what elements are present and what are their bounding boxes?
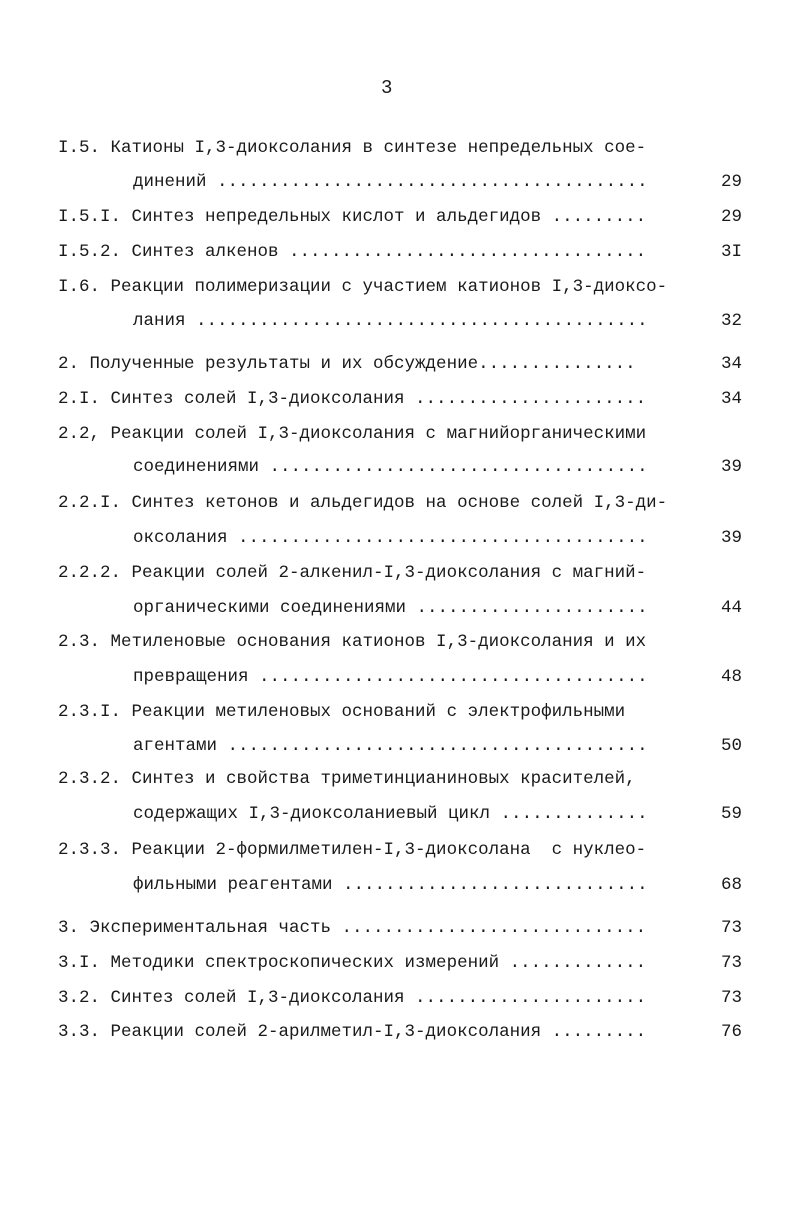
toc-entry-text: органическими соединениями ...................... — [133, 598, 648, 618]
toc-entry-text: 2.3.2. Синтез и свойства триметинцианиновых красителей, — [58, 769, 636, 789]
toc-entry-text: 2.I. Синтез солей I,3-диоксолания ...................... — [58, 389, 647, 409]
toc-entry-page: 34 — [720, 354, 742, 374]
toc-entry-text: соединениями .................................... — [133, 457, 648, 477]
toc-entry-page: 32 — [720, 311, 742, 331]
toc-entry-text: 3.2. Синтез солей I,3-диоксолания ...................... — [58, 988, 647, 1008]
toc-entry-page: 3I — [720, 242, 742, 262]
toc-entry-page: 48 — [720, 667, 742, 687]
toc-entry-page: 44 — [720, 598, 742, 618]
toc-entry-text: I.5.I. Синтез непредельных кислот и альдегидов ......... — [58, 207, 647, 227]
page-number: 3 — [381, 77, 393, 99]
toc-entry-text: 3.3. Реакции солей 2-арилметил-I,3-диоксолания ......... — [58, 1022, 647, 1042]
toc-entry-page: 76 — [720, 1022, 742, 1042]
toc-entry-page: 29 — [720, 207, 742, 227]
toc-entry-text: оксолания ....................................... — [133, 528, 648, 548]
toc-entry-text: агентами ........................................ — [133, 736, 648, 756]
toc-entry-page: 39 — [720, 528, 742, 548]
toc-entry-text: 3.I. Методики спектроскопических измерений ............. — [58, 953, 647, 973]
toc-entry-text: фильными реагентами ............................. — [133, 875, 648, 895]
toc-entry-page: 50 — [720, 736, 742, 756]
toc-entry-text: содержащих I,3-диоксоланиевый цикл .............. — [133, 804, 648, 824]
toc-entry-page: 29 — [720, 172, 742, 192]
toc-entry-text: динений ......................................... — [133, 172, 648, 192]
toc-entry-text: 2.3.3. Реакции 2-формилметилен-I,3-диоксолана с нуклео- — [58, 840, 647, 860]
toc-entry-page: 39 — [720, 457, 742, 477]
toc-entry-text: I.5.2. Синтез алкенов .................................. — [58, 242, 647, 262]
toc-entry-text: 2.3.I. Реакции метиленовых оснований с электрофильными — [58, 702, 626, 722]
toc-entry-text: 2.2, Реакции солей I,3-диоксолания с магнийорганическими — [58, 424, 647, 444]
toc-entry-text: превращения ..................................... — [133, 667, 648, 687]
toc-entry-page: 68 — [720, 875, 742, 895]
toc-entry-text: лания ........................................... — [133, 311, 648, 331]
toc-entry-page: 59 — [720, 804, 742, 824]
toc-entry-text: 2.2.2. Реакции солей 2-алкенил-I,3-диоксолания с магний- — [58, 563, 647, 583]
toc-entry-page: 34 — [720, 389, 742, 409]
toc-entry-page: 73 — [720, 918, 742, 938]
toc-entry-page: 73 — [720, 953, 742, 973]
toc-entry-text: 2.3. Метиленовые основания катионов I,3-диоксолания и их — [58, 632, 647, 652]
toc-entry-text: 2.2.I. Синтез кетонов и альдегидов на основе солей I,3-ди- — [58, 493, 668, 513]
toc-entry-text: I.5. Катионы I,3-диоксолания в синтезе непредельных сое- — [58, 138, 647, 158]
toc-entry-text: 3. Экспериментальная часть ............................. — [58, 918, 647, 938]
toc-entry-text: 2. Полученные результаты и их обсуждение............... — [58, 354, 636, 374]
toc-entry-text: I.6. Реакции полимеризации с участием катионов I,3-диоксо- — [58, 277, 668, 297]
toc-entry-page: 73 — [720, 988, 742, 1008]
